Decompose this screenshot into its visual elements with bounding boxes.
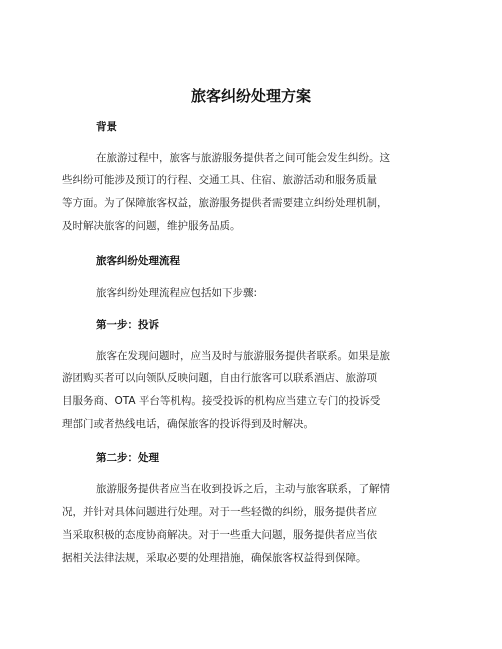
section-heading-process: 旅客纠纷处理流程 xyxy=(96,255,180,267)
paragraph-line: 旅游服务提供者应当在收到投诉之后，主动与旅客联系，了解情 xyxy=(96,483,390,495)
paragraph-line: 据相关法律法规，采取必要的处理措施，确保旅客权益得到保障。 xyxy=(62,552,367,564)
paragraph-line: 等方面。为了保障旅客权益，旅游服务提供者需要建立纠纷处理机制， xyxy=(62,197,388,209)
paragraph-line: 当采取积极的态度协商解决。对于一些重大问题，服务提供者应当依 xyxy=(62,529,377,541)
paragraph-line: 游团购买者可以向领队反映问题，自由行旅客可以联系酒店、旅游项 xyxy=(62,372,377,384)
paragraph-line: 况，并针对具体问题进行处理。对于一些轻微的纠纷，服务提供者应 xyxy=(62,506,377,518)
paragraph-line: 理部门或者热线电话，确保旅客的投诉得到及时解决。 xyxy=(62,418,314,430)
paragraph-line: 旅客纠纷处理流程应包括如下步骤: xyxy=(96,287,258,299)
paragraph-line: 些纠纷可能涉及预订的行程、交通工具、住宿、旅游活动和服务质量 xyxy=(62,174,377,186)
paragraph-line: 旅客在发现问题时，应当及时与旅游服务提供者联系。如果是旅 xyxy=(96,350,390,362)
paragraph-line: 目服务商、OTA 平台等机构。接受投诉的机构应当建立专门的投诉受 xyxy=(62,395,381,407)
section-heading-step1: 第一步：投诉 xyxy=(96,319,159,331)
document-title: 旅客纠纷处理方案 xyxy=(190,87,311,105)
paragraph-line: 及时解决旅客的问题，维护服务品质。 xyxy=(62,220,241,232)
section-heading-step2: 第二步：处理 xyxy=(96,452,159,464)
section-heading-background: 背景 xyxy=(96,121,117,133)
paragraph-line: 在旅游过程中，旅客与旅游服务提供者之间可能会发生纠纷。这 xyxy=(96,152,390,164)
